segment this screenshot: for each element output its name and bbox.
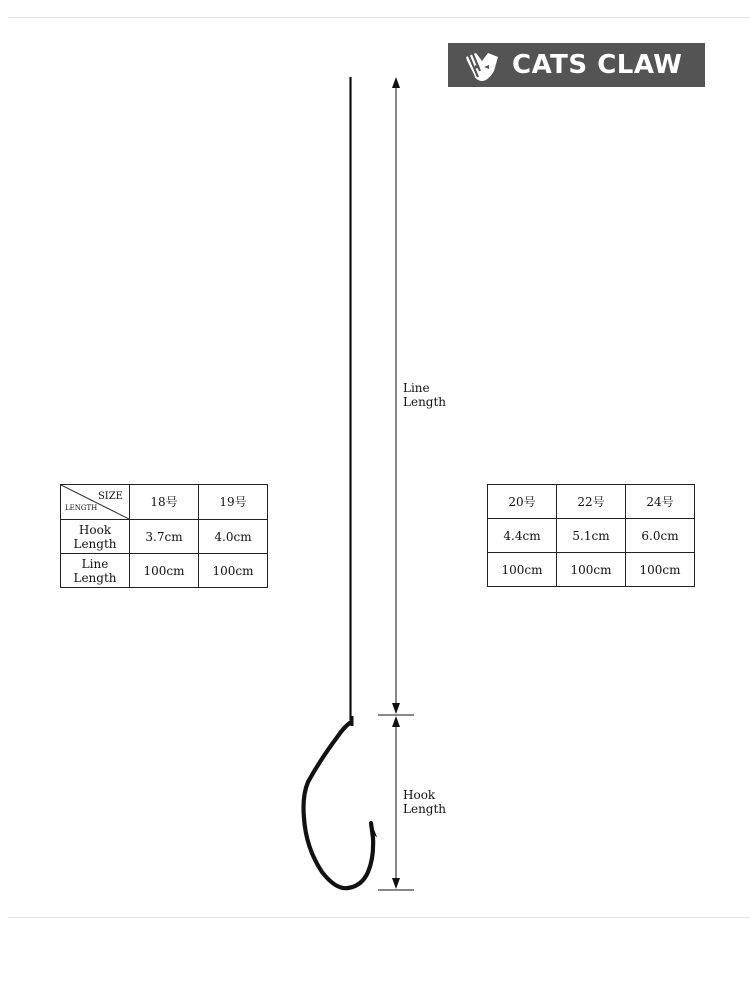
spec-table-left [60,484,268,588]
size-header: 20号 [488,485,557,519]
row-label-line-length: Line Length [61,554,130,588]
table-cell: 100cm [130,554,199,588]
table-cell: 4.4cm [488,519,557,553]
size-header: 22号 [557,485,626,519]
table-cell: 100cm [488,553,557,587]
table-cell: 5.1cm [557,519,626,553]
row-label-hook-length: Hook Length [61,520,130,554]
table-cell: 4.0cm [199,520,268,554]
brand-name: CATS CLAW [512,50,683,80]
size-length-corner-cell [61,485,130,520]
line-length-arrow-top [392,77,400,88]
hook-length-arrow-bottom [392,878,400,889]
line-length-arrow-bottom [392,703,400,714]
size-header: 18号 [130,485,199,520]
size-header: 24号 [626,485,695,519]
table-cell: 100cm [557,553,626,587]
corner-length-label: LENGTH [65,504,98,512]
table-cell: 6.0cm [626,519,695,553]
table-cell: 3.7cm [130,520,199,554]
hook-length-label: Hook Length [403,788,447,816]
corner-size-label: SIZE [97,491,123,502]
spec-table-right [487,484,695,587]
line-length-label: Line Length [403,381,447,409]
size-header: 19号 [199,485,268,520]
table-cell: 100cm [199,554,268,588]
hook-length-arrow-top [392,716,400,727]
table-cell: 100cm [626,553,695,587]
fishing-hook [304,722,374,888]
